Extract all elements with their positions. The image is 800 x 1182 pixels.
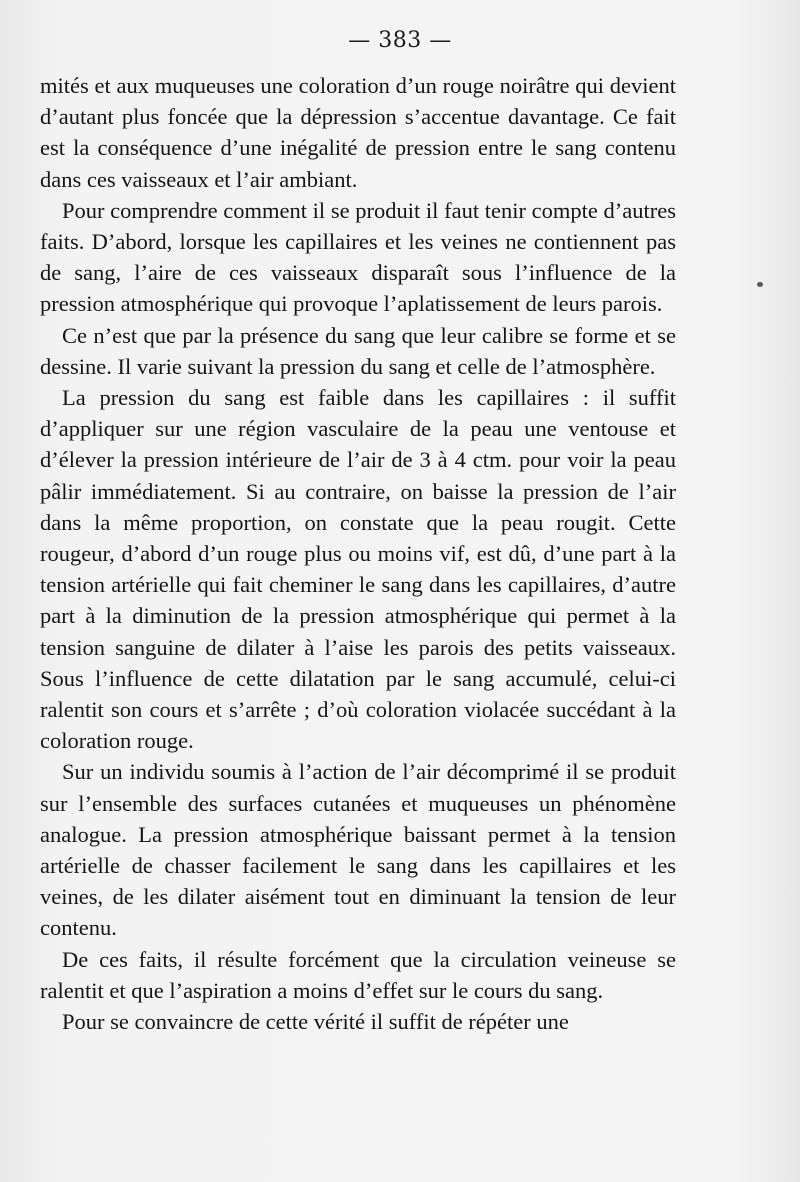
body-text <box>40 70 676 1037</box>
paragraph: Sur un individu soumis à l’action de l’air décomprimé il se produit sur l’ensemble des surfaces cutanées et muqueuses un phénomène analogue. La pression atmosphérique baissant permet à la tension artérielle de chasser facilement le sang dans les capillaires et les veines, de les dilater aisément tout en diminuant la tension de leur contenu. <box>40 759 676 941</box>
paragraph: Pour comprendre comment il se produit il faut tenir compte d’autres faits. D’abord, lorsque les capillaires et les veines ne contiennent pas de sang, l’aire de ces vaisseaux disparaît sous l’influence de la pression atmosphérique qui provoque l’aplatissement de leurs parois. <box>40 197 676 317</box>
paragraph: Ce n’est que par la présence du sang que leur calibre se forme et se dessine. Il varie suivant la pression du sang et celle de l’atmosphère. <box>40 322 676 379</box>
paragraph: Pour se convaincre de cette vérité il suffit de répéter une <box>62 1009 569 1035</box>
paragraph: mités et aux muqueuses une coloration d’un rouge noirâtre qui devient d’autant plus foncée que la dépression s’accentue davantage. Ce fait est la conséquence d’une inégalité de pression entre le sang contenu dans ces vaisseaux et l’air ambiant. <box>40 73 676 192</box>
paragraph: De ces faits, il résulte forcément que la circulation veineuse se ralentit et que l’aspiration a moins d’effet sur le cours du sang. <box>40 946 676 1003</box>
paragraph: La pression du sang est faible dans les capillaires : il suffit d’appliquer sur une région vasculaire de la peau une ventouse et d’élever la pression intérieure de l’air de 3 à 4 ctm. pour voir la peau pâlir immédiatement. Si au contraire, on baisse la pression de l’air dans la même proportion, on constate que la peau rougit. Cette rougeur, d’abord d’un rouge plus ou moins vif, est dû, d’une part à la tension artérielle qui fait cheminer le sang dans les capillaires, d’autre part à la diminution de la pression atmosphérique qui permet à la tension sanguine de dilater à l’aise les parois des petits vaisseaux. Sous l’influence de cette dilatation par le sang accumulé, celui-ci ralentit son cours et s’arrête ; d’où coloration violacée succédant à la coloration rouge. <box>40 385 676 754</box>
ink-speck <box>757 282 763 287</box>
page-number: — 383 — <box>348 28 452 53</box>
